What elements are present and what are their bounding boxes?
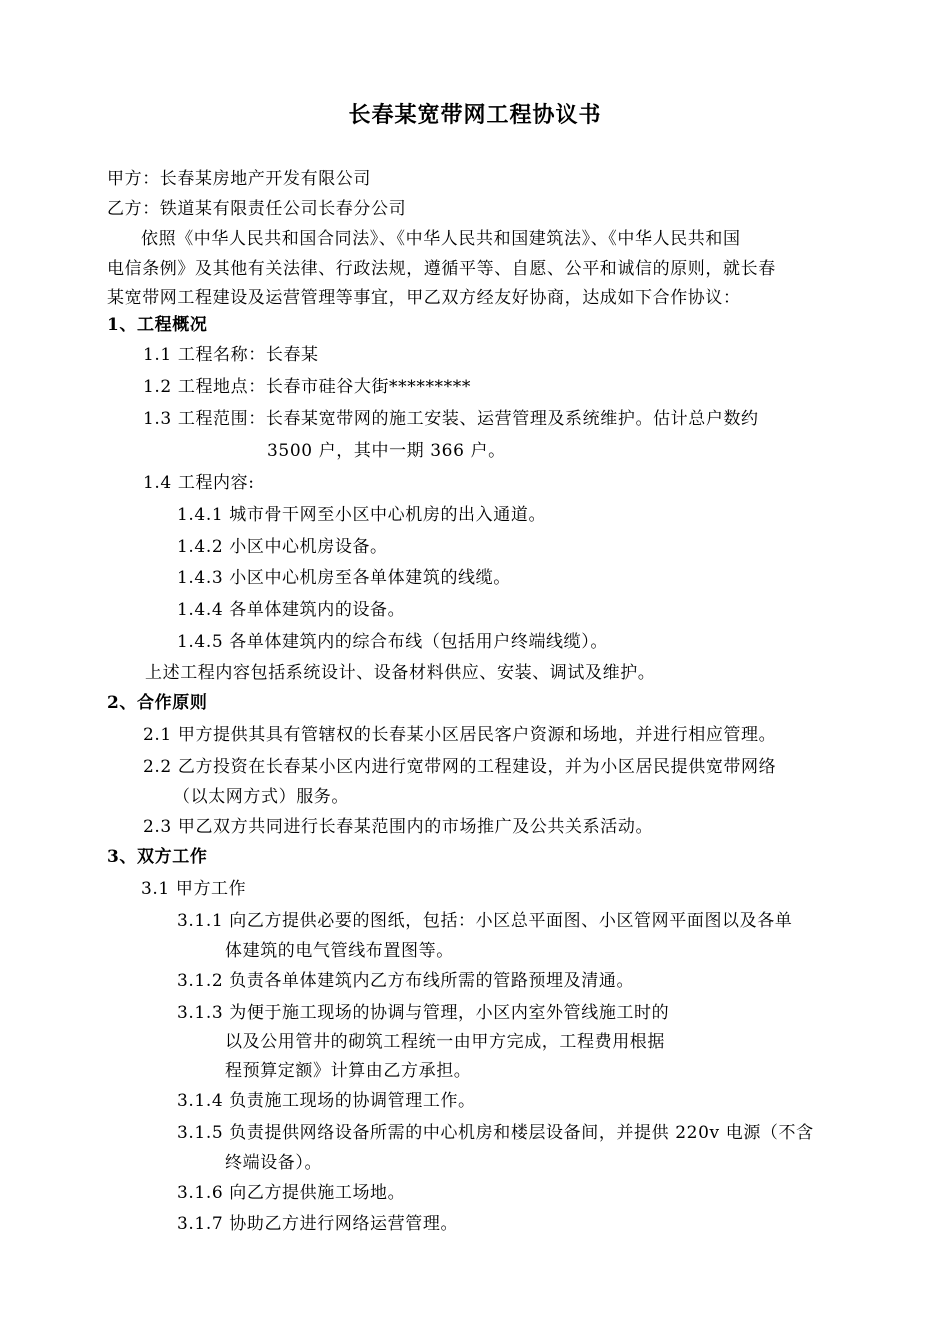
item-1-4-3: 1.4.3 小区中心机房至各单体建筑的线缆。 [177, 568, 511, 588]
document-title: 长春某宽带网工程协议书 [348, 102, 602, 128]
item-2-2-line-2: （以太网方式）服务。 [173, 787, 349, 807]
intro-line-2: 电信条例》及其他有关法律、行政法规，遵循平等、自愿、公平和诚信的原则，就长春 [107, 259, 776, 279]
item-1-1: 1.1 工程名称：长春某 [143, 345, 319, 365]
item-1-4-5: 1.4.5 各单体建筑内的综合布线（包括用户终端线缆）。 [177, 632, 608, 652]
item-2-2-line-1: 2.2 乙方投资在长春某小区内进行宽带网的工程建设，并为小区居民提供宽带网络 [143, 757, 777, 777]
item-3-1-3-line-3: 程预算定额》计算由乙方承担。 [225, 1061, 472, 1081]
intro-line-3: 某宽带网工程建设及运营管理等事宜，甲乙双方经友好协商，达成如下合作协议： [107, 288, 741, 308]
item-3-1-2: 3.1.2 负责各单体建筑内乙方布线所需的管路预埋及清通。 [177, 971, 635, 991]
item-2-3: 2.3 甲乙双方共同进行长春某范围内的市场推广及公共关系活动。 [143, 817, 654, 837]
item-3-1-4: 3.1.4 负责施工现场的协调管理工作。 [177, 1091, 476, 1111]
section-2-heading: 2、合作原则 [107, 693, 208, 713]
party-b: 乙方：铁道某有限责任公司长春分公司 [107, 199, 407, 219]
section-3-heading: 3、双方工作 [107, 847, 208, 867]
item-1-4-1: 1.4.1 城市骨干网至小区中心机房的出入通道。 [177, 505, 547, 525]
item-1-4-4: 1.4.4 各单体建筑内的设备。 [177, 600, 406, 620]
item-1-3-line-1: 1.3 工程范围：长春某宽带网的施工安装、运营管理及系统维护。估计总户数约 [143, 409, 759, 429]
item-1-2: 1.2 工程地点：长春市硅谷大街********* [143, 377, 471, 397]
section-1-summary: 上述工程内容包括系统设计、设备材料供应、安装、调试及维护。 [145, 663, 656, 683]
item-3-1-7: 3.1.7 协助乙方进行网络运营管理。 [177, 1214, 459, 1234]
item-3-1-1-line-1: 3.1.1 向乙方提供必要的图纸，包括：小区总平面图、小区管网平面图以及各单 [177, 911, 793, 931]
item-3-1-3-line-1: 3.1.3 为便于施工现场的协调与管理，小区内室外管线施工时的 [177, 1003, 670, 1023]
item-3-1-3-line-2: 以及公用管井的砌筑工程统一由甲方完成，工程费用根据 [225, 1032, 665, 1052]
item-1-3-line-2: 3500 户，其中一期 366 户。 [267, 441, 506, 461]
section-1-heading: 1、工程概况 [107, 315, 208, 335]
item-1-4: 1.4 工程内容: [143, 473, 255, 493]
item-1-4-2: 1.4.2 小区中心机房设备。 [177, 537, 388, 557]
intro-line-1: 依照《中华人民共和国合同法》、《中华人民共和国建筑法》、《中华人民共和国 [141, 229, 741, 249]
item-3-1-5-line-2: 终端设备）。 [225, 1153, 323, 1173]
item-3-1: 3.1 甲方工作 [141, 879, 247, 899]
item-3-1-1-line-2: 体建筑的电气管线布置图等。 [225, 941, 454, 961]
item-2-1: 2.1 甲方提供其具有管辖权的长春某小区居民客户资源和场地，并进行相应管理。 [143, 725, 777, 745]
party-a: 甲方：长春某房地产开发有限公司 [107, 169, 371, 189]
item-3-1-6: 3.1.6 向乙方提供施工场地。 [177, 1183, 406, 1203]
item-3-1-5-line-1: 3.1.5 负责提供网络设备所需的中心机房和楼层设备间，并提供 220v 电源（不含 [177, 1123, 814, 1143]
